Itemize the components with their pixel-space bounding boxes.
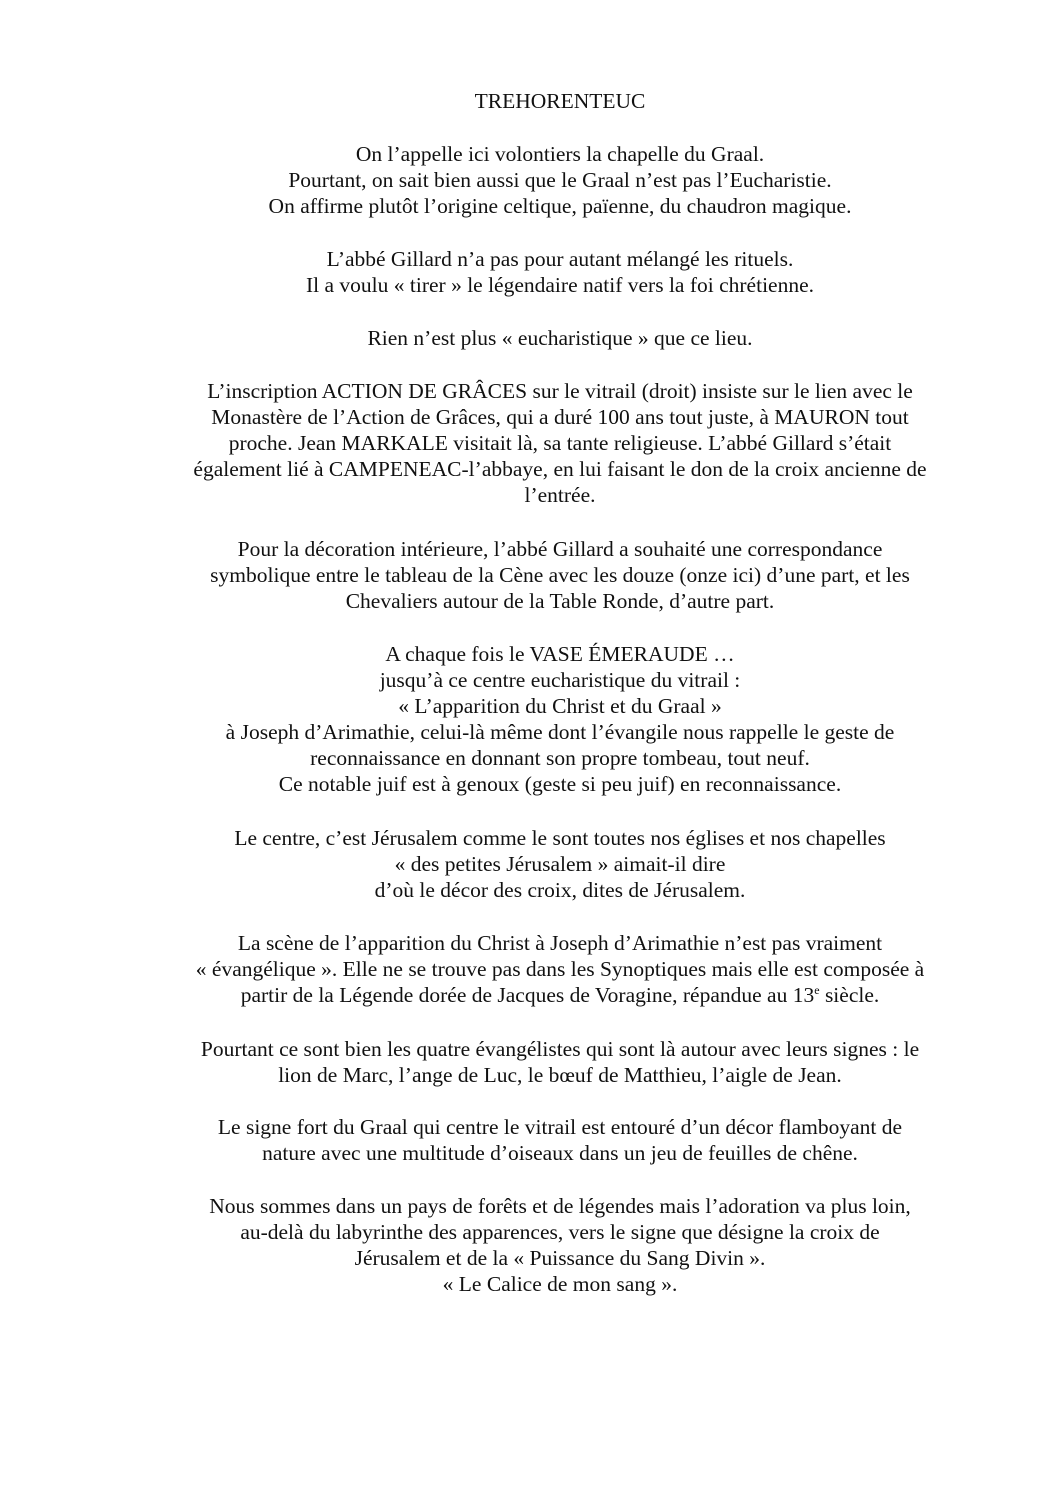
paragraph-line: La scène de l’apparition du Christ à Joseph d’Arimathie n’est pas vraiment [237, 931, 883, 955]
paragraph-line: symbolique entre le tableau de la Cène avec les douze (onze ici) d’une part, et les [210, 563, 910, 587]
paragraph-line: « des petites Jérusalem » aimait-il dire [394, 852, 726, 876]
paragraph-line: au-delà du labyrinthe des apparences, vers le signe que désigne la croix de [240, 1220, 880, 1244]
paragraph-line: Rien n’est plus « eucharistique » que ce lieu. [367, 326, 753, 350]
paragraph-11 [60, 1193, 1058, 1297]
paragraph-line: Ce notable juif est à genoux (geste si peu juif) en reconnaissance. [278, 772, 842, 796]
paragraph-5 [60, 536, 1058, 614]
paragraph-line: L’inscription ACTION DE GRÂCES sur le vitrail (droit) insiste sur le lien avec le [207, 379, 913, 403]
paragraph-4 [60, 378, 1058, 508]
paragraph-9 [60, 1036, 1058, 1088]
superscript: e [814, 982, 820, 997]
paragraph-line: « L’apparition du Christ et du Graal » [398, 694, 722, 718]
paragraph-10 [60, 1114, 1058, 1166]
paragraph-line: d’où le décor des croix, dites de Jérusalem. [374, 878, 746, 902]
paragraph-3 [60, 325, 1058, 351]
title-line: TREHORENTEUC [474, 89, 646, 113]
paragraph-line: proche. Jean MARKALE visitait là, sa tante religieuse. L’abbé Gillard s’était [228, 431, 892, 455]
paragraph-line: Le centre, c’est Jérusalem comme le sont toutes nos églises et nos chapelles [234, 826, 886, 850]
line-text: partir de la Légende dorée de Jacques de Voragine, répandue au 13 [240, 983, 815, 1007]
paragraph-line-with-superscript [60, 982, 1058, 1008]
paragraph-line: Chevaliers autour de la Table Ronde, d’autre part. [345, 589, 775, 613]
paragraph-line: Nous sommes dans un pays de forêts et de légendes mais l’adoration va plus loin, [209, 1194, 911, 1218]
paragraph-line: « Le Calice de mon sang ». [442, 1272, 678, 1296]
paragraph-7 [60, 825, 1058, 903]
paragraph-line: Le signe fort du Graal qui centre le vitrail est entouré d’un décor flamboyant de [217, 1115, 903, 1139]
paragraph-6 [60, 641, 1058, 797]
paragraph-line: Pour la décoration intérieure, l’abbé Gillard a souhaité une correspondance [237, 537, 883, 561]
paragraph-line: Il a voulu « tirer » le légendaire natif vers la foi chrétienne. [305, 273, 815, 297]
paragraph-line: lion de Marc, l’ange de Luc, le bœuf de Matthieu, l’aigle de Jean. [278, 1063, 842, 1087]
document-title [60, 88, 1058, 114]
paragraph-line: L’abbé Gillard n’a pas pour autant mélangé les rituels. [326, 247, 794, 271]
paragraph-line: jusqu’à ce centre eucharistique du vitrail : [379, 668, 741, 692]
paragraph-line: A chaque fois le VASE ÉMERAUDE … [385, 642, 735, 666]
paragraph-8 [60, 930, 1058, 1008]
paragraph-line: nature avec une multitude d’oiseaux dans un jeu de feuilles de chêne. [262, 1141, 858, 1165]
paragraph-line: On l’appelle ici volontiers la chapelle du Graal. [355, 142, 765, 166]
paragraph-line: reconnaissance en donnant son propre tombeau, tout neuf. [310, 746, 810, 770]
paragraph-line: Pourtant ce sont bien les quatre évangélistes qui sont là autour avec leurs signes : le [200, 1037, 920, 1061]
line-text-after-superscript: siècle. [819, 983, 880, 1007]
paragraph-line: l’entrée. [524, 483, 596, 507]
paragraph-line: Pourtant, on sait bien aussi que le Graal n’est pas l’Eucharistie. [288, 168, 832, 192]
paragraph-line: On affirme plutôt l’origine celtique, païenne, du chaudron magique. [268, 194, 852, 218]
paragraph-line: « évangélique ». Elle ne se trouve pas dans les Synoptiques mais elle est composée à [195, 957, 925, 981]
paragraph-line: également lié à CAMPENEAC-l’abbaye, en lui faisant le don de la croix ancienne de [193, 457, 927, 481]
paragraph-line: Jérusalem et de la « Puissance du Sang Divin ». [354, 1246, 766, 1270]
paragraph-1 [60, 141, 1058, 219]
paragraph-line: à Joseph d’Arimathie, celui-là même dont l’évangile nous rappelle le geste de [225, 720, 895, 744]
paragraph-line: Monastère de l’Action de Grâces, qui a duré 100 ans tout juste, à MAURON tout [211, 405, 909, 429]
paragraph-2 [60, 246, 1058, 298]
